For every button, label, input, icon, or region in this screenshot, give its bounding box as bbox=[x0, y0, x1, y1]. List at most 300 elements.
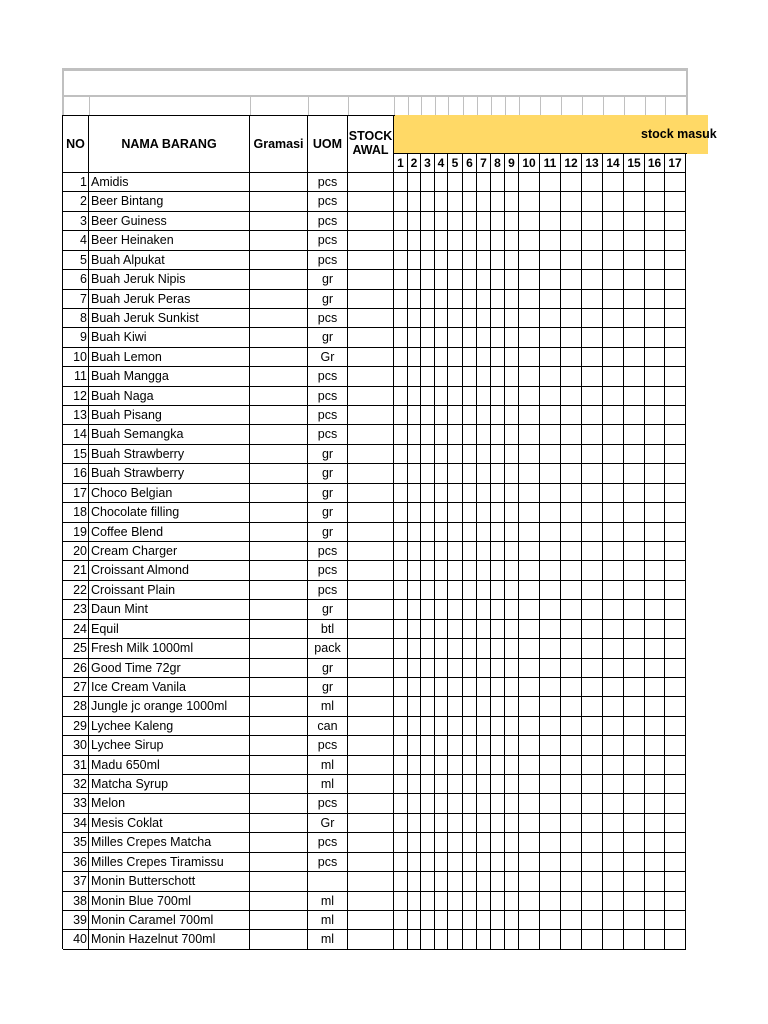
day-cell[interactable] bbox=[408, 348, 421, 367]
day-cell[interactable] bbox=[505, 775, 519, 794]
day-cell[interactable] bbox=[505, 911, 519, 930]
day-cell[interactable] bbox=[463, 270, 477, 290]
day-cell[interactable] bbox=[505, 930, 519, 950]
day-cell[interactable] bbox=[603, 367, 624, 387]
uom-cell[interactable]: pcs bbox=[308, 309, 348, 328]
day-cell[interactable] bbox=[624, 173, 645, 192]
day-cell[interactable] bbox=[519, 270, 540, 290]
day-cell[interactable] bbox=[394, 367, 408, 387]
day-cell[interactable] bbox=[463, 581, 477, 600]
item-name[interactable]: Beer Bintang bbox=[89, 192, 250, 212]
stock-awal-cell[interactable] bbox=[348, 192, 394, 212]
day-cell[interactable] bbox=[477, 620, 491, 639]
day-cell[interactable] bbox=[463, 328, 477, 348]
day-cell[interactable] bbox=[448, 756, 463, 775]
day-cell[interactable] bbox=[582, 581, 603, 600]
day-cell[interactable] bbox=[505, 697, 519, 717]
stock-awal-cell[interactable] bbox=[348, 290, 394, 309]
day-cell[interactable] bbox=[477, 523, 491, 542]
stock-awal-cell[interactable] bbox=[348, 659, 394, 678]
item-name[interactable]: Jungle jc orange 1000ml bbox=[89, 697, 250, 717]
day-cell[interactable] bbox=[477, 464, 491, 484]
stock-awal-cell[interactable] bbox=[348, 173, 394, 192]
day-cell[interactable] bbox=[624, 794, 645, 814]
gramasi-cell[interactable] bbox=[250, 678, 308, 697]
day-cell[interactable] bbox=[561, 173, 582, 192]
gramasi-cell[interactable] bbox=[250, 328, 308, 348]
day-cell[interactable] bbox=[624, 484, 645, 503]
gramasi-cell[interactable] bbox=[250, 192, 308, 212]
day-cell[interactable] bbox=[421, 270, 435, 290]
day-cell[interactable] bbox=[624, 212, 645, 231]
stock-awal-cell[interactable] bbox=[348, 464, 394, 484]
day-cell[interactable] bbox=[665, 484, 686, 503]
uom-cell[interactable]: ml bbox=[308, 756, 348, 775]
day-cell[interactable] bbox=[624, 542, 645, 561]
day-cell[interactable] bbox=[603, 309, 624, 328]
day-cell[interactable] bbox=[408, 775, 421, 794]
day-cell[interactable] bbox=[645, 814, 665, 833]
day-cell[interactable] bbox=[408, 872, 421, 892]
item-name[interactable]: Buah Jeruk Sunkist bbox=[89, 309, 250, 328]
day-cell[interactable] bbox=[435, 581, 448, 600]
day-cell[interactable] bbox=[463, 853, 477, 872]
day-cell[interactable] bbox=[505, 639, 519, 659]
day-cell[interactable] bbox=[582, 251, 603, 270]
gramasi-cell[interactable] bbox=[250, 406, 308, 425]
day-cell[interactable] bbox=[491, 270, 505, 290]
day-cell[interactable] bbox=[561, 678, 582, 697]
gramasi-cell[interactable] bbox=[250, 814, 308, 833]
day-cell[interactable] bbox=[665, 231, 686, 251]
day-cell[interactable] bbox=[421, 756, 435, 775]
day-cell[interactable] bbox=[505, 328, 519, 348]
day-cell[interactable] bbox=[477, 892, 491, 911]
day-cell[interactable] bbox=[448, 464, 463, 484]
uom-cell[interactable]: pcs bbox=[308, 192, 348, 212]
stock-awal-cell[interactable] bbox=[348, 892, 394, 911]
day-cell[interactable] bbox=[603, 736, 624, 756]
day-cell[interactable] bbox=[624, 328, 645, 348]
day-cell[interactable] bbox=[645, 270, 665, 290]
day-cell[interactable] bbox=[665, 387, 686, 406]
day-cell[interactable] bbox=[603, 192, 624, 212]
day-cell[interactable] bbox=[394, 717, 408, 736]
gramasi-cell[interactable] bbox=[250, 833, 308, 853]
day-cell[interactable] bbox=[505, 425, 519, 445]
day-cell[interactable] bbox=[645, 523, 665, 542]
day-cell[interactable] bbox=[394, 542, 408, 561]
gramasi-cell[interactable] bbox=[250, 581, 308, 600]
day-cell[interactable] bbox=[448, 212, 463, 231]
day-cell[interactable] bbox=[603, 251, 624, 270]
day-cell[interactable] bbox=[645, 620, 665, 639]
day-cell[interactable] bbox=[463, 736, 477, 756]
day-cell[interactable] bbox=[603, 659, 624, 678]
day-cell[interactable] bbox=[463, 833, 477, 853]
day-cell[interactable] bbox=[408, 814, 421, 833]
day-cell[interactable] bbox=[603, 853, 624, 872]
day-cell[interactable] bbox=[463, 697, 477, 717]
day-cell[interactable] bbox=[435, 328, 448, 348]
day-cell[interactable] bbox=[463, 523, 477, 542]
day-cell[interactable] bbox=[505, 620, 519, 639]
day-cell[interactable] bbox=[603, 348, 624, 367]
uom-cell[interactable]: pcs bbox=[308, 251, 348, 270]
gramasi-cell[interactable] bbox=[250, 445, 308, 464]
stock-awal-cell[interactable] bbox=[348, 814, 394, 833]
day-cell[interactable] bbox=[665, 853, 686, 872]
gramasi-cell[interactable] bbox=[250, 173, 308, 192]
day-cell[interactable] bbox=[645, 231, 665, 251]
day-cell[interactable] bbox=[561, 406, 582, 425]
day-cell[interactable] bbox=[435, 833, 448, 853]
day-cell[interactable] bbox=[421, 348, 435, 367]
day-cell[interactable] bbox=[561, 872, 582, 892]
day-cell[interactable] bbox=[421, 561, 435, 581]
day-cell[interactable] bbox=[448, 853, 463, 872]
day-cell[interactable] bbox=[435, 270, 448, 290]
day-cell[interactable] bbox=[408, 192, 421, 212]
day-cell[interactable] bbox=[561, 212, 582, 231]
uom-cell[interactable]: pcs bbox=[308, 794, 348, 814]
uom-cell[interactable]: pcs bbox=[308, 542, 348, 561]
uom-cell[interactable]: gr bbox=[308, 464, 348, 484]
day-cell[interactable] bbox=[540, 736, 561, 756]
day-cell[interactable] bbox=[491, 406, 505, 425]
day-cell[interactable] bbox=[603, 212, 624, 231]
day-cell[interactable] bbox=[477, 678, 491, 697]
day-cell[interactable] bbox=[448, 814, 463, 833]
day-cell[interactable] bbox=[421, 425, 435, 445]
day-cell[interactable] bbox=[463, 600, 477, 620]
day-cell[interactable] bbox=[624, 911, 645, 930]
item-name[interactable]: Monin Caramel 700ml bbox=[89, 911, 250, 930]
day-cell[interactable] bbox=[665, 814, 686, 833]
day-cell[interactable] bbox=[582, 367, 603, 387]
day-cell[interactable] bbox=[505, 794, 519, 814]
day-cell[interactable] bbox=[624, 425, 645, 445]
day-cell[interactable] bbox=[645, 425, 665, 445]
day-cell[interactable] bbox=[624, 348, 645, 367]
day-cell[interactable] bbox=[448, 251, 463, 270]
day-cell[interactable] bbox=[421, 231, 435, 251]
day-cell[interactable] bbox=[448, 270, 463, 290]
day-cell[interactable] bbox=[519, 736, 540, 756]
day-cell[interactable] bbox=[448, 581, 463, 600]
stock-awal-cell[interactable] bbox=[348, 833, 394, 853]
day-cell[interactable] bbox=[624, 192, 645, 212]
day-cell[interactable] bbox=[463, 542, 477, 561]
gramasi-cell[interactable] bbox=[250, 348, 308, 367]
day-cell[interactable] bbox=[624, 892, 645, 911]
stock-awal-cell[interactable] bbox=[348, 639, 394, 659]
day-cell[interactable] bbox=[421, 581, 435, 600]
day-cell[interactable] bbox=[561, 930, 582, 950]
day-cell[interactable] bbox=[505, 231, 519, 251]
day-cell[interactable] bbox=[561, 717, 582, 736]
day-cell[interactable] bbox=[519, 387, 540, 406]
day-cell[interactable] bbox=[645, 717, 665, 736]
day-cell[interactable] bbox=[561, 387, 582, 406]
day-cell[interactable] bbox=[582, 659, 603, 678]
day-cell[interactable] bbox=[624, 270, 645, 290]
day-cell[interactable] bbox=[519, 853, 540, 872]
day-cell[interactable] bbox=[408, 892, 421, 911]
stock-awal-cell[interactable] bbox=[348, 561, 394, 581]
day-cell[interactable] bbox=[645, 290, 665, 309]
day-cell[interactable] bbox=[645, 930, 665, 950]
day-cell[interactable] bbox=[435, 717, 448, 736]
uom-cell[interactable]: gr bbox=[308, 484, 348, 503]
day-cell[interactable] bbox=[561, 600, 582, 620]
day-cell[interactable] bbox=[421, 290, 435, 309]
stock-awal-cell[interactable] bbox=[348, 620, 394, 639]
day-cell[interactable] bbox=[394, 231, 408, 251]
day-cell[interactable] bbox=[519, 639, 540, 659]
stock-awal-cell[interactable] bbox=[348, 309, 394, 328]
day-cell[interactable] bbox=[421, 464, 435, 484]
uom-cell[interactable]: pcs bbox=[308, 425, 348, 445]
day-cell[interactable] bbox=[435, 367, 448, 387]
day-cell[interactable] bbox=[624, 697, 645, 717]
day-cell[interactable] bbox=[421, 775, 435, 794]
day-cell[interactable] bbox=[408, 853, 421, 872]
day-cell[interactable] bbox=[491, 717, 505, 736]
day-cell[interactable] bbox=[408, 561, 421, 581]
day-cell[interactable] bbox=[645, 561, 665, 581]
item-name[interactable]: Buah Naga bbox=[89, 387, 250, 406]
uom-cell[interactable]: Gr bbox=[308, 814, 348, 833]
day-cell[interactable] bbox=[561, 270, 582, 290]
day-cell[interactable] bbox=[603, 173, 624, 192]
day-cell[interactable] bbox=[477, 542, 491, 561]
day-cell[interactable] bbox=[540, 425, 561, 445]
day-cell[interactable] bbox=[603, 464, 624, 484]
day-cell[interactable] bbox=[519, 192, 540, 212]
day-cell[interactable] bbox=[603, 775, 624, 794]
day-cell[interactable] bbox=[540, 484, 561, 503]
day-cell[interactable] bbox=[505, 445, 519, 464]
item-name[interactable]: Buah Kiwi bbox=[89, 328, 250, 348]
day-cell[interactable] bbox=[421, 367, 435, 387]
day-cell[interactable] bbox=[448, 794, 463, 814]
day-cell[interactable] bbox=[408, 445, 421, 464]
day-cell[interactable] bbox=[505, 387, 519, 406]
day-cell[interactable] bbox=[491, 892, 505, 911]
day-cell[interactable] bbox=[505, 872, 519, 892]
day-cell[interactable] bbox=[435, 290, 448, 309]
day-cell[interactable] bbox=[421, 406, 435, 425]
day-cell[interactable] bbox=[624, 736, 645, 756]
day-cell[interactable] bbox=[540, 212, 561, 231]
day-cell[interactable] bbox=[394, 464, 408, 484]
day-cell[interactable] bbox=[645, 173, 665, 192]
day-cell[interactable] bbox=[394, 659, 408, 678]
day-cell[interactable] bbox=[477, 425, 491, 445]
day-cell[interactable] bbox=[519, 212, 540, 231]
day-cell[interactable] bbox=[448, 620, 463, 639]
day-cell[interactable] bbox=[561, 348, 582, 367]
item-name[interactable]: Beer Heinaken bbox=[89, 231, 250, 251]
day-cell[interactable] bbox=[665, 503, 686, 523]
day-cell[interactable] bbox=[645, 775, 665, 794]
day-cell[interactable] bbox=[448, 833, 463, 853]
day-cell[interactable] bbox=[505, 561, 519, 581]
day-cell[interactable] bbox=[505, 348, 519, 367]
day-cell[interactable] bbox=[421, 620, 435, 639]
gramasi-cell[interactable] bbox=[250, 212, 308, 231]
day-cell[interactable] bbox=[665, 794, 686, 814]
uom-cell[interactable]: can bbox=[308, 717, 348, 736]
day-cell[interactable] bbox=[665, 464, 686, 484]
item-name[interactable]: Matcha Syrup bbox=[89, 775, 250, 794]
day-cell[interactable] bbox=[505, 251, 519, 270]
gramasi-cell[interactable] bbox=[250, 231, 308, 251]
day-cell[interactable] bbox=[408, 367, 421, 387]
day-cell[interactable] bbox=[463, 892, 477, 911]
day-cell[interactable] bbox=[448, 930, 463, 950]
day-cell[interactable] bbox=[624, 872, 645, 892]
day-cell[interactable] bbox=[463, 425, 477, 445]
day-cell[interactable] bbox=[394, 290, 408, 309]
day-cell[interactable] bbox=[421, 736, 435, 756]
day-cell[interactable] bbox=[477, 290, 491, 309]
item-name[interactable]: Monin Hazelnut 700ml bbox=[89, 930, 250, 950]
day-cell[interactable] bbox=[491, 328, 505, 348]
day-cell[interactable] bbox=[463, 756, 477, 775]
day-cell[interactable] bbox=[505, 503, 519, 523]
day-cell[interactable] bbox=[603, 290, 624, 309]
day-cell[interactable] bbox=[561, 290, 582, 309]
day-cell[interactable] bbox=[624, 523, 645, 542]
day-cell[interactable] bbox=[665, 192, 686, 212]
day-cell[interactable] bbox=[624, 814, 645, 833]
item-name[interactable]: Buah Jeruk Peras bbox=[89, 290, 250, 309]
day-cell[interactable] bbox=[540, 853, 561, 872]
uom-cell[interactable]: gr bbox=[308, 659, 348, 678]
day-cell[interactable] bbox=[435, 561, 448, 581]
day-cell[interactable] bbox=[477, 484, 491, 503]
uom-cell[interactable]: pcs bbox=[308, 561, 348, 581]
uom-cell[interactable] bbox=[308, 872, 348, 892]
day-cell[interactable] bbox=[435, 853, 448, 872]
day-cell[interactable] bbox=[421, 911, 435, 930]
day-cell[interactable] bbox=[408, 620, 421, 639]
day-cell[interactable] bbox=[491, 911, 505, 930]
day-cell[interactable] bbox=[463, 930, 477, 950]
stock-awal-cell[interactable] bbox=[348, 736, 394, 756]
day-cell[interactable] bbox=[561, 639, 582, 659]
day-cell[interactable] bbox=[408, 231, 421, 251]
day-cell[interactable] bbox=[519, 717, 540, 736]
day-cell[interactable] bbox=[645, 756, 665, 775]
day-cell[interactable] bbox=[463, 173, 477, 192]
day-cell[interactable] bbox=[519, 561, 540, 581]
day-cell[interactable] bbox=[582, 484, 603, 503]
day-cell[interactable] bbox=[477, 348, 491, 367]
day-cell[interactable] bbox=[435, 445, 448, 464]
gramasi-cell[interactable] bbox=[250, 290, 308, 309]
day-cell[interactable] bbox=[645, 911, 665, 930]
day-cell[interactable] bbox=[435, 678, 448, 697]
day-cell[interactable] bbox=[582, 542, 603, 561]
day-cell[interactable] bbox=[519, 911, 540, 930]
day-cell[interactable] bbox=[540, 659, 561, 678]
day-cell[interactable] bbox=[408, 697, 421, 717]
day-cell[interactable] bbox=[477, 561, 491, 581]
day-cell[interactable] bbox=[505, 814, 519, 833]
day-cell[interactable] bbox=[582, 173, 603, 192]
day-cell[interactable] bbox=[448, 775, 463, 794]
day-cell[interactable] bbox=[477, 328, 491, 348]
day-cell[interactable] bbox=[519, 173, 540, 192]
day-cell[interactable] bbox=[519, 659, 540, 678]
stock-awal-cell[interactable] bbox=[348, 581, 394, 600]
day-cell[interactable] bbox=[435, 756, 448, 775]
stock-awal-cell[interactable] bbox=[348, 872, 394, 892]
day-cell[interactable] bbox=[408, 251, 421, 270]
day-cell[interactable] bbox=[582, 561, 603, 581]
day-cell[interactable] bbox=[624, 853, 645, 872]
day-cell[interactable] bbox=[477, 445, 491, 464]
day-cell[interactable] bbox=[394, 192, 408, 212]
day-cell[interactable] bbox=[505, 484, 519, 503]
day-cell[interactable] bbox=[582, 503, 603, 523]
day-cell[interactable] bbox=[448, 561, 463, 581]
day-cell[interactable] bbox=[491, 484, 505, 503]
day-cell[interactable] bbox=[408, 756, 421, 775]
day-cell[interactable] bbox=[540, 328, 561, 348]
day-cell[interactable] bbox=[394, 736, 408, 756]
day-cell[interactable] bbox=[624, 930, 645, 950]
day-cell[interactable] bbox=[448, 328, 463, 348]
stock-awal-cell[interactable] bbox=[348, 367, 394, 387]
day-cell[interactable] bbox=[624, 367, 645, 387]
day-cell[interactable] bbox=[624, 309, 645, 328]
item-name[interactable]: Daun Mint bbox=[89, 600, 250, 620]
day-cell[interactable] bbox=[645, 445, 665, 464]
day-cell[interactable] bbox=[540, 192, 561, 212]
day-cell[interactable] bbox=[561, 503, 582, 523]
item-name[interactable]: Equil bbox=[89, 620, 250, 639]
day-cell[interactable] bbox=[645, 542, 665, 561]
gramasi-cell[interactable] bbox=[250, 425, 308, 445]
uom-cell[interactable]: gr bbox=[308, 678, 348, 697]
day-cell[interactable] bbox=[477, 659, 491, 678]
day-cell[interactable] bbox=[421, 678, 435, 697]
day-cell[interactable] bbox=[540, 600, 561, 620]
day-cell[interactable] bbox=[665, 425, 686, 445]
day-cell[interactable] bbox=[540, 756, 561, 775]
day-cell[interactable] bbox=[582, 911, 603, 930]
day-cell[interactable] bbox=[665, 911, 686, 930]
day-cell[interactable] bbox=[491, 833, 505, 853]
day-cell[interactable] bbox=[603, 697, 624, 717]
day-cell[interactable] bbox=[582, 814, 603, 833]
uom-cell[interactable]: pcs bbox=[308, 367, 348, 387]
day-cell[interactable] bbox=[394, 581, 408, 600]
day-cell[interactable] bbox=[394, 756, 408, 775]
gramasi-cell[interactable] bbox=[250, 484, 308, 503]
day-cell[interactable] bbox=[561, 833, 582, 853]
gramasi-cell[interactable] bbox=[250, 523, 308, 542]
item-name[interactable]: Buah Semangka bbox=[89, 425, 250, 445]
stock-awal-cell[interactable] bbox=[348, 523, 394, 542]
day-cell[interactable] bbox=[491, 192, 505, 212]
uom-cell[interactable]: Gr bbox=[308, 348, 348, 367]
day-cell[interactable] bbox=[448, 639, 463, 659]
